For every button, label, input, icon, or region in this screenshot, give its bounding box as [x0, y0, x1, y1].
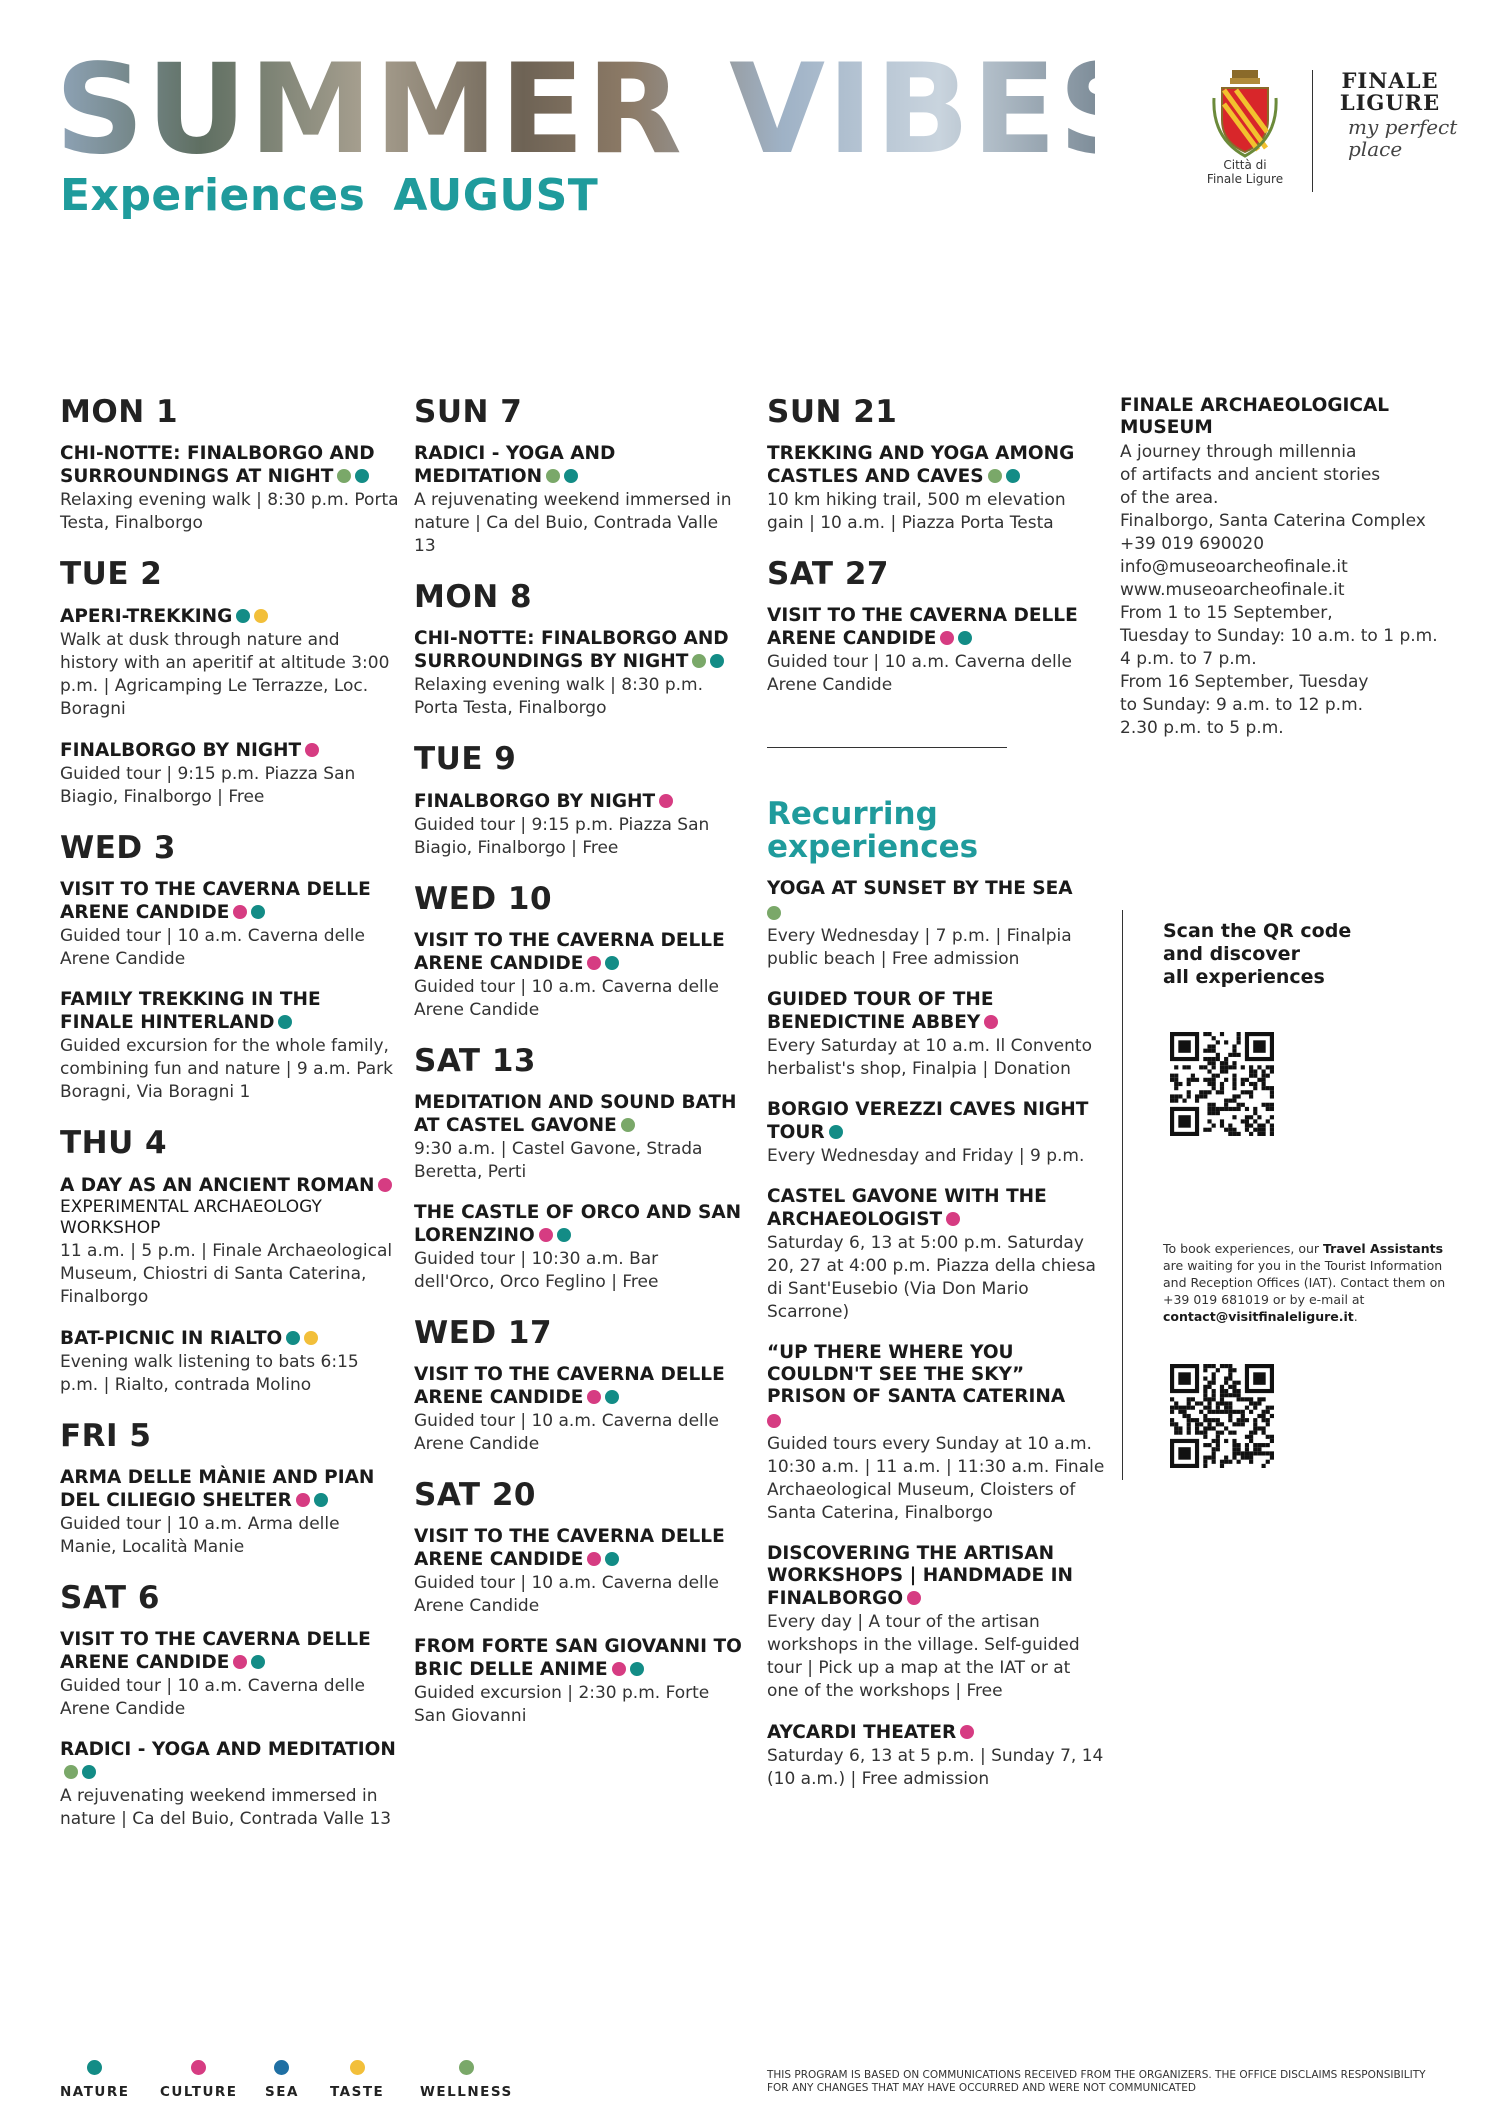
category-dots	[305, 739, 323, 761]
museum-line: Finalborgo, Santa Caterina Complex	[1120, 511, 1426, 531]
nature-dot-icon	[251, 905, 265, 919]
contact-email-link[interactable]: contact@visitfinaleligure.it	[1163, 1309, 1354, 1324]
event-title: VISIT TO THE CAVERNA DELLE ARENE CANDIDE	[60, 879, 371, 923]
event-title: FINALBORGO BY NIGHT	[60, 739, 400, 762]
wellness-dot-icon	[337, 469, 351, 483]
event-description: Every Saturday at 10 a.m. Il Convento herbalist's shop, Finalpia | Donation	[767, 1036, 1092, 1079]
event-description: Guided tour | 9:15 p.m. Piazza San Biagio, Finalborgo | Free	[414, 815, 710, 858]
event-title: THE CASTLE OF ORCO AND SAN LORENZINO	[414, 1202, 742, 1246]
culture-dot-icon	[587, 956, 601, 970]
event-description: Saturday 6, 13 at 5 p.m. | Sunday 7, 14 (10 a.m.) | Free admission	[767, 1746, 1104, 1789]
qr-code-experiences-icon[interactable]	[1170, 1032, 1274, 1136]
disclaimer: THIS PROGRAM IS BASED ON COMMUNICATIONS RECEIVED FROM THE ORGANIZERS. THE OFFICE DISCLAIMS RESPONSIBILITY FOR ANY CHANGES THAT MAY HAVE OCCURRED AND WERE NOT COMMUNICATED	[767, 2069, 1426, 2094]
day-heading: TUE 2	[60, 556, 163, 592]
event-guided-tour-of-the-benedictine-abbey	[767, 989, 1107, 1081]
event-description: Walk at dusk through nature and history with an aperitif at altitude 3:00 p.m. | Agricamping Le Terrazze, Loc. Boragni	[60, 630, 390, 719]
calendar-column-3	[767, 395, 1107, 1809]
museum-line: 4 p.m. to 7 p.m.	[1120, 649, 1257, 669]
nature-dot-icon	[251, 1655, 265, 1669]
day-heading: WED 3	[60, 830, 176, 866]
event-visit-to-the-caverna-delle-arene-candide	[414, 930, 744, 1022]
wellness-dot-icon	[621, 1118, 635, 1132]
event-description: Guided tour | 10 a.m. Caverna delle Arene Candide	[414, 977, 719, 1020]
nature-dot-icon	[605, 956, 619, 970]
travel-assistants-label: Travel Assistants	[1323, 1241, 1444, 1256]
event-chi-notte-finalborgo-and-surroundings-by	[414, 628, 744, 720]
museum-info	[1120, 395, 1450, 740]
event-description: Guided tour | 10 a.m. Caverna delle Arene Candide	[414, 1573, 719, 1616]
sea-dot-icon	[274, 2060, 289, 2075]
event-aperi-trekking	[60, 605, 400, 721]
museum-line: www.museoarcheofinale.it	[1120, 580, 1345, 600]
event-from-forte-san-giovanni-to-bric-delle-an	[414, 1636, 744, 1728]
qr-code-booking-icon[interactable]	[1170, 1364, 1274, 1468]
calendar-column-2	[414, 395, 744, 1746]
taste-dot-icon	[254, 609, 268, 623]
event-title: A DAY AS AN ANCIENT ROMAN	[60, 1174, 400, 1197]
wellness-dot-icon	[64, 1765, 78, 1779]
category-dots	[337, 465, 373, 487]
museum-line: 2.30 p.m. to 5 p.m.	[1120, 718, 1284, 738]
poster-title: SUMMER VIBES	[55, 38, 1150, 182]
event-title: CHI-NOTTE: FINALBORGO AND SURROUNDINGS BY NIGHT	[414, 628, 729, 672]
event-title: ARMA DELLE MÀNIE AND PIAN DEL CILIEGIO SHELTER	[60, 1467, 375, 1511]
culture-dot-icon	[587, 1390, 601, 1404]
culture-dot-icon	[305, 743, 319, 757]
category-dots	[278, 1011, 296, 1033]
category-dots	[233, 901, 269, 923]
event-description: Guided tour | 10:30 a.m. Bar dell'Orco, Orco Feglino | Free	[414, 1249, 659, 1292]
event-discovering-the-artisan-workshops-handma	[767, 1543, 1107, 1703]
brand-logo: FINALE LIGURE	[1339, 68, 1441, 115]
calendar-column-1	[60, 395, 400, 1849]
legend-wellness: WELLNESS	[420, 2060, 513, 2100]
booking-info: To book experiences, our Travel Assistants are waiting for you in the Tourist Information and Reception Offices (IAT). Contact them on +39 019 681019 or by e-mail at contact@visitfinaleligure.it.	[1163, 1241, 1446, 1324]
category-dots	[767, 902, 1107, 924]
event-borgio-verezzi-caves-night-tour	[767, 1099, 1107, 1168]
event-visit-to-the-caverna-delle-arene-candide	[414, 1364, 744, 1456]
museum-details	[1120, 441, 1450, 740]
event-title: “UP THERE WHERE YOU COULDN'T SEE THE SKY” PRISON OF SANTA CATERINA	[767, 1342, 1107, 1432]
nature-dot-icon	[630, 1662, 644, 1676]
nature-dot-icon	[314, 1493, 328, 1507]
day-heading: SUN 7	[414, 394, 523, 430]
subtitle-experiences: Experiences	[60, 170, 366, 221]
category-dots	[378, 1174, 396, 1196]
museum-line: A journey through millennia	[1120, 442, 1357, 462]
nature-dot-icon	[278, 1015, 292, 1029]
culture-dot-icon	[659, 794, 673, 808]
event-title: DISCOVERING THE ARTISAN WORKSHOPS | HANDMADE IN FINALBORGO	[767, 1543, 1073, 1609]
nature-dot-icon	[557, 1228, 571, 1242]
day-heading: TUE 9	[414, 741, 517, 777]
taste-dot-icon	[304, 1331, 318, 1345]
culture-dot-icon	[587, 1552, 601, 1566]
event-radici-yoga-and-meditation	[414, 443, 744, 558]
event-description: 10 km hiking trail, 500 m elevation gain | 10 a.m. | Piazza Porta Testa	[767, 490, 1066, 533]
event-description: Relaxing evening walk | 8:30 p.m. Porta Testa, Finalborgo	[60, 490, 399, 533]
section-divider	[767, 747, 1007, 748]
event-title: VISIT TO THE CAVERNA DELLE ARENE CANDIDE	[60, 1629, 371, 1673]
day-heading: SAT 13	[414, 1043, 536, 1079]
category-dots	[907, 1587, 925, 1609]
event-trekking-and-yoga-among-castles-and-cave	[767, 443, 1107, 535]
nature-dot-icon	[1006, 469, 1020, 483]
museum-line: of the area.	[1120, 488, 1219, 508]
event-visit-to-the-caverna-delle-arene-candide	[767, 605, 1107, 697]
category-dots	[659, 790, 677, 812]
event-meditation-and-sound-bath-at-castel-gavo	[414, 1092, 744, 1184]
culture-dot-icon	[378, 1178, 392, 1192]
wellness-dot-icon	[767, 906, 781, 920]
event-title: FINALBORGO BY NIGHT	[414, 790, 744, 813]
museum-line: +39 019 690020	[1120, 534, 1265, 554]
event-title: RADICI - YOGA AND MEDITATION	[414, 443, 616, 487]
museum-line: info@museoarcheofinale.it	[1120, 557, 1348, 577]
category-dots	[233, 1651, 269, 1673]
day-heading: MON 1	[60, 394, 179, 430]
event-title: AYCARDI THEATER	[767, 1721, 1107, 1744]
museum-line: Tuesday to Sunday: 10 a.m. to 1 p.m.	[1120, 626, 1438, 646]
day-heading: SUN 21	[767, 394, 898, 430]
event-description: 9:30 a.m. | Castel Gavone, Strada Beretta, Perti	[414, 1139, 703, 1182]
wellness-dot-icon	[546, 469, 560, 483]
culture-dot-icon	[233, 905, 247, 919]
event-title: RADICI - YOGA AND MEDITATION	[60, 1739, 400, 1784]
category-dots	[767, 1410, 1107, 1432]
wellness-dot-icon	[459, 2060, 474, 2075]
museum-line: of artifacts and ancient stories	[1120, 465, 1381, 485]
category-dots	[236, 605, 272, 627]
poster-subtitle	[60, 170, 626, 221]
event-description: Guided excursion | 2:30 p.m. Forte San Giovanni	[414, 1683, 710, 1726]
nature-dot-icon	[605, 1390, 619, 1404]
event-title: BAT-PICNIC IN RIALTO	[60, 1327, 400, 1350]
event-description: Relaxing evening walk | 8:30 p.m. Porta Testa, Finalborgo	[414, 675, 704, 718]
event-description: A rejuvenating weekend immersed in nature | Ca del Buio, Contrada Valle 13	[60, 1786, 392, 1829]
culture-dot-icon	[767, 1414, 781, 1428]
museum-line: From 16 September, Tuesday	[1120, 672, 1369, 692]
culture-dot-icon	[907, 1591, 921, 1605]
nature-dot-icon	[82, 1765, 96, 1779]
event-description: 11 a.m. | 5 p.m. | Finale Archaeological Museum, Chiostri di Santa Caterina, Finalborgo	[60, 1241, 393, 1307]
event-finalborgo-by-night	[60, 739, 400, 809]
legend-nature: NATURE	[60, 2060, 130, 2100]
culture-dot-icon	[984, 1015, 998, 1029]
category-dots	[587, 1386, 623, 1408]
day-heading: THU 4	[60, 1125, 168, 1161]
crest-caption: Città di Finale Ligure	[1206, 158, 1284, 186]
event-description: Every day | A tour of the artisan workshops in the village. Self-guided tour | Pick up a map at the IAT or at one of the workshops | Free	[767, 1612, 1080, 1701]
culture-dot-icon	[940, 631, 954, 645]
nature-dot-icon	[829, 1125, 843, 1139]
day-heading: SAT 20	[414, 1477, 536, 1513]
event-title: GUIDED TOUR OF THE BENEDICTINE ABBEY	[767, 989, 1107, 1034]
event-description: Guided excursion for the whole family, combining fun and nature | 9 a.m. Park Boragni, Via Boragni 1	[60, 1036, 394, 1102]
nature-dot-icon	[605, 1552, 619, 1566]
event-title: YOGA AT SUNSET BY THE SEA	[767, 878, 1107, 924]
nature-dot-icon	[355, 469, 369, 483]
legend-culture: CULTURE	[160, 2060, 238, 2100]
event-title: BORGIO VEREZZI CAVES NIGHT TOUR	[767, 1099, 1089, 1143]
event-finalborgo-by-night	[414, 790, 744, 860]
event-title: VISIT TO THE CAVERNA DELLE ARENE CANDIDE	[414, 1364, 725, 1408]
culture-dot-icon	[233, 1655, 247, 1669]
nature-dot-icon	[564, 469, 578, 483]
culture-dot-icon	[612, 1662, 626, 1676]
event-description: Saturday 6, 13 at 5:00 p.m. Saturday 20, 27 at 4:00 p.m. Piazza della chiesa di Sant'Eusebio (Via Don Mario Scarrone)	[767, 1233, 1096, 1322]
event-description: Guided tour | 10 a.m. Arma delle Manie, Località Manie	[60, 1514, 340, 1557]
event-title: TREKKING AND YOGA AMONG CASTLES AND CAVES	[767, 443, 1075, 487]
event-the-castle-of-orco-and-san-lorenzino	[414, 1202, 744, 1294]
event-title: CASTEL GAVONE WITH THE ARCHAEOLOGIST	[767, 1186, 1047, 1230]
event-description: A rejuvenating weekend immersed in nature | Ca del Buio, Contrada Valle 13	[414, 490, 732, 556]
category-dots	[984, 1011, 1002, 1033]
day-heading: FRI 5	[60, 1418, 152, 1454]
recurring-title: Recurring experiences	[767, 796, 979, 865]
category-dots	[692, 650, 728, 672]
event-description: Guided tour | 10 a.m. Caverna delle Arene Candide	[767, 652, 1072, 695]
day-heading: WED 17	[414, 1315, 553, 1351]
event-description: Every Wednesday | 7 p.m. | Finalpia public beach | Free admission	[767, 926, 1072, 969]
day-heading: SAT 27	[767, 556, 889, 592]
event-title: VISIT TO THE CAVERNA DELLE ARENE CANDIDE	[414, 1526, 725, 1570]
category-dots	[612, 1658, 648, 1680]
nature-dot-icon	[87, 2060, 102, 2075]
header-divider	[1312, 70, 1313, 192]
day-heading: WED 10	[414, 881, 553, 917]
category-dots	[539, 1224, 575, 1246]
nature-dot-icon	[286, 1331, 300, 1345]
event-description: Guided tour | 10 a.m. Caverna delle Arene Candide	[60, 926, 365, 969]
event-family-trekking-in-the-finale-hinterland	[60, 989, 400, 1104]
culture-dot-icon	[296, 1493, 310, 1507]
event-title: FROM FORTE SAN GIOVANNI TO BRIC DELLE ANIME	[414, 1636, 742, 1680]
day-heading: SAT 6	[60, 1580, 160, 1616]
event-radici-yoga-and-meditation	[60, 1739, 400, 1831]
event-arma-delle-m-nie-and-pian-del-ciliegio-s	[60, 1467, 400, 1559]
event-title: VISIT TO THE CAVERNA DELLE ARENE CANDIDE	[414, 930, 725, 974]
event-yoga-at-sunset-by-the-sea	[767, 878, 1107, 971]
qr-divider	[1122, 910, 1123, 1480]
wellness-dot-icon	[692, 654, 706, 668]
culture-dot-icon	[539, 1228, 553, 1242]
event-description: Guided tour | 10 a.m. Caverna delle Arene Candide	[414, 1411, 719, 1454]
legend-sea: SEA	[265, 2060, 299, 2100]
scan-qr-prompt: Scan the QR code and discover all experiences	[1163, 920, 1352, 988]
category-legend	[60, 2060, 540, 2100]
category-dots	[286, 1327, 322, 1349]
wellness-dot-icon	[988, 469, 1002, 483]
nature-dot-icon	[958, 631, 972, 645]
event-visit-to-the-caverna-delle-arene-candide	[414, 1526, 744, 1618]
category-dots	[988, 465, 1024, 487]
city-crest-icon	[1210, 68, 1280, 158]
event-bat-picnic-in-rialto	[60, 1327, 400, 1397]
nature-dot-icon	[710, 654, 724, 668]
event-title: FAMILY TREKKING IN THE FINALE HINTERLAND	[60, 989, 321, 1033]
event-description: Guided tours every Sunday at 10 a.m. 10:30 a.m. | 11 a.m. | 11:30 a.m. Finale Archaeological Museum, Cloisters of Santa Caterina, Finalborgo	[767, 1434, 1105, 1523]
event-title: VISIT TO THE CAVERNA DELLE ARENE CANDIDE	[767, 605, 1078, 649]
legend-taste: TASTE	[330, 2060, 384, 2100]
event-subtitle: EXPERIMENTAL ARCHAEOLOGY WORKSHOP	[60, 1197, 322, 1238]
event-title: CHI-NOTTE: FINALBORGO AND SURROUNDINGS AT NIGHT	[60, 443, 375, 487]
category-dots	[940, 627, 976, 649]
event-description: Every Wednesday and Friday | 9 p.m.	[767, 1146, 1085, 1166]
category-dots	[587, 1548, 623, 1570]
category-dots	[960, 1721, 978, 1743]
category-dots	[946, 1208, 964, 1230]
event-title: MEDITATION AND SOUND BATH AT CASTEL GAVONE	[414, 1092, 737, 1136]
category-dots	[296, 1489, 332, 1511]
event-description: Guided tour | 10 a.m. Caverna delle Arene Candide	[60, 1676, 365, 1719]
brand-tagline: my perfect place	[1348, 115, 1458, 161]
culture-dot-icon	[191, 2060, 206, 2075]
event-description: Guided tour | 9:15 p.m. Piazza San Biagio, Finalborgo | Free	[60, 764, 356, 807]
museum-line: to Sunday: 9 a.m. to 12 p.m.	[1120, 695, 1364, 715]
category-dots	[829, 1121, 847, 1143]
museum-title: FINALE ARCHAEOLOGICAL MUSEUM	[1120, 395, 1390, 438]
event-visit-to-the-caverna-delle-arene-candide	[60, 879, 400, 971]
event-description: Evening walk listening to bats 6:15 p.m. | Rialto, contrada Molino	[60, 1352, 359, 1395]
category-dots	[64, 1761, 100, 1783]
nature-dot-icon	[236, 609, 250, 623]
event-aycardi-theater	[767, 1721, 1107, 1791]
event-visit-to-the-caverna-delle-arene-candide	[60, 1629, 400, 1721]
taste-dot-icon	[350, 2060, 365, 2075]
event-castel-gavone-with-the-archaeologist	[767, 1186, 1107, 1324]
event-title: APERI-TREKKING	[60, 605, 400, 628]
category-dots	[621, 1114, 639, 1136]
event-a-day-as-an-ancient-roman	[60, 1174, 400, 1309]
category-dots	[546, 465, 582, 487]
subtitle-month: AUGUST	[393, 170, 599, 221]
museum-line: From 1 to 15 September,	[1120, 603, 1333, 623]
category-dots	[587, 952, 623, 974]
event-up-there-where-you-couldn-t-see-the-sky-	[767, 1342, 1107, 1525]
culture-dot-icon	[960, 1725, 974, 1739]
day-heading: MON 8	[414, 579, 533, 615]
culture-dot-icon	[946, 1212, 960, 1226]
event-chi-notte-finalborgo-and-surroundings-at	[60, 443, 400, 535]
